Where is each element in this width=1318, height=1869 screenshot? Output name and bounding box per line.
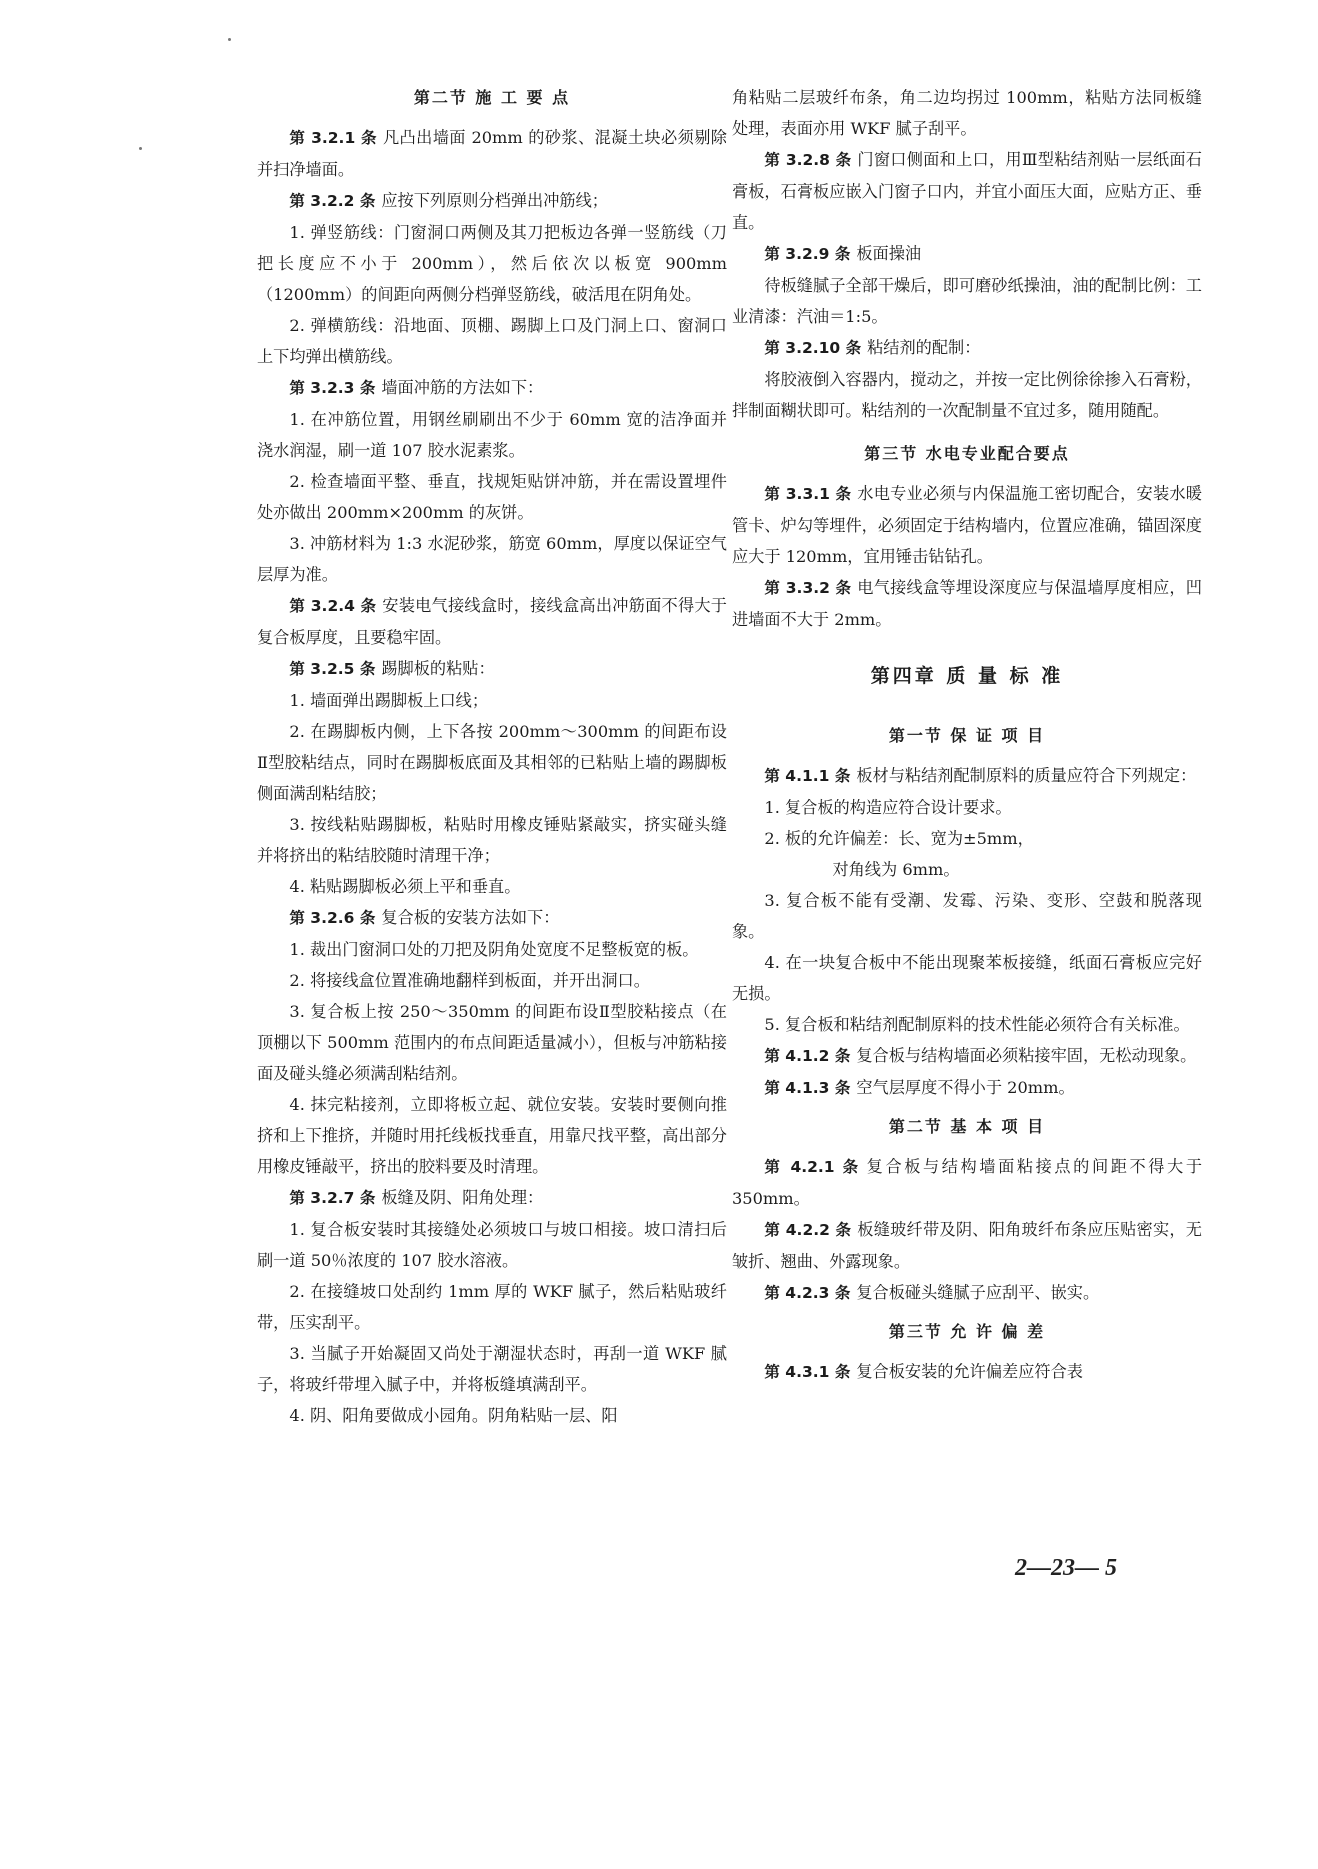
list-item: 5. 复合板和粘结剂配制原料的技术性能必须符合有关标准。 xyxy=(764,1015,1190,1034)
article-text: 复合板碰头缝腻子应刮平、嵌实。 xyxy=(856,1283,1100,1302)
list-item: 3. 复合板上按 250～350mm 的间距布设Ⅱ型胶粘接点（在顶棚以下 500mm 范围内的布点间距适量减小），但板与冲筋粘接面及碰头缝必须满刮粘结剂。 xyxy=(257,1002,727,1083)
article-number: 第 4.1.3 条 xyxy=(764,1079,851,1097)
article-4-1-3 xyxy=(732,1072,1202,1104)
article-3-2-8 xyxy=(732,144,1202,238)
list-item-continued: 角粘贴二层玻纤布条，角二边均拐过 100mm，粘贴方法同板缝处理，表面亦用 WKF 腻子刮平。 xyxy=(732,88,1202,138)
article-4-1-2 xyxy=(732,1040,1202,1072)
article-number: 第 4.1.2 条 xyxy=(764,1047,851,1065)
article-text: 水电专业必须与内保温施工密切配合，安装水暖管卡、炉勾等埋件，必须固定于结构墙内，位置应准确，锚固深度应大于 120mm，宜用锤击钻钻孔。 xyxy=(732,484,1202,566)
article-number: 第 4.2.3 条 xyxy=(764,1284,851,1302)
page-number: 2—23— 5 xyxy=(1015,1555,1117,1581)
article-text: 复合板与结构墙面必须粘接牢固，无松动现象。 xyxy=(856,1046,1197,1065)
list-item: 2. 在踢脚板内侧，上下各按 200mm～300mm 的间距布设Ⅱ型胶粘结点，同时在踢脚板底面及其相邻的已粘贴上墙的踢脚板侧面满刮粘结胶； xyxy=(257,722,727,803)
article-4-3-1 xyxy=(732,1356,1202,1388)
section-title: 第二节 施 工 要 点 xyxy=(413,88,571,107)
list-item: 3. 冲筋材料为 1:3 水泥砂浆，筋宽 60mm，厚度以保证空气层厚为准。 xyxy=(257,534,727,584)
article-3-2-4 xyxy=(257,590,727,653)
list-item: 1. 弹竖筋线：门窗洞口两侧及其刀把板边各弹一竖筋线（刀把长度应不小于 200mm），然后依次以板宽 900mm（1200mm）的间距向两侧分档弹竖筋线，破活甩在阴角处。 xyxy=(257,223,727,304)
article-4-2-1 xyxy=(732,1151,1202,1214)
chapter-title: 第四章 质 量 标 准 xyxy=(870,665,1064,687)
article-text: 板缝玻纤带及阴、阳角玻纤布条应压贴密实，无皱折、翘曲、外露现象。 xyxy=(732,1220,1202,1271)
left-column xyxy=(257,82,727,1431)
article-number: 第 3.2.3 条 xyxy=(289,379,376,397)
list-item: 2. 板的允许偏差：长、宽为±5mm， xyxy=(764,829,1034,848)
article-number: 第 3.2.8 条 xyxy=(764,151,852,169)
article-4-2-2 xyxy=(732,1214,1202,1277)
article-text: 板材与粘结剂配制原料的质量应符合下列规定： xyxy=(856,766,1197,785)
list-item: 3. 当腻子开始凝固又尚处于潮湿状态时，再刮一道 WKF 腻子，将玻纤带埋入腻子中，并将板缝填满刮平。 xyxy=(257,1344,727,1394)
list-item: 2. 弹横筋线：沿地面、顶棚、踢脚上口及门洞上口、窗洞口上下均弹出横筋线。 xyxy=(257,316,727,366)
scan-speck xyxy=(228,38,231,41)
right-column xyxy=(732,82,1202,1388)
article-4-1-1 xyxy=(732,760,1202,792)
article-4-2-3 xyxy=(732,1277,1202,1309)
paragraph: 待板缝腻子全部干燥后，即可磨砂纸操油，油的配制比例：工业清漆：汽油＝1:5。 xyxy=(732,276,1202,326)
list-item: 4. 在一块复合板中不能出现聚苯板接缝，纸面石膏板应完好无损。 xyxy=(732,953,1202,1003)
article-3-2-9 xyxy=(732,238,1202,270)
article-text: 粘结剂的配制： xyxy=(867,338,981,357)
article-number: 第 3.3.2 条 xyxy=(764,579,852,597)
scan-speck xyxy=(139,147,142,150)
article-text: 应按下列原则分档弹出冲筋线； xyxy=(381,191,608,210)
list-item: 1. 复合板的构造应符合设计要求。 xyxy=(764,798,1012,817)
article-text: 复合板安装的允许偏差应符合表 xyxy=(856,1362,1083,1381)
article-number: 第 3.2.1 条 xyxy=(289,129,377,147)
article-text: 门窗口侧面和上口，用Ⅲ型粘结剂贴一层纸面石膏板，石膏板应嵌入门窗子口内，并宜小面压大面，应贴方正、垂直。 xyxy=(732,150,1202,232)
list-item-continued: 对角线为 6mm。 xyxy=(832,860,960,879)
paragraph: 将胶液倒入容器内，搅动之，并按一定比例徐徐掺入石膏粉，拌制面糊状即可。粘结剂的一次配制量不宜过多，随用随配。 xyxy=(732,370,1202,420)
article-3-2-7 xyxy=(257,1182,727,1214)
section-title: 第二节 基 本 项 目 xyxy=(888,1117,1046,1136)
article-3-2-6 xyxy=(257,902,727,934)
article-text: 复合板与结构墙面粘接点的间距不得大于 350mm。 xyxy=(732,1157,1203,1208)
article-3-2-1 xyxy=(257,122,727,185)
article-text: 板面操油 xyxy=(856,244,922,263)
article-number: 第 3.2.10 条 xyxy=(764,339,862,357)
article-3-3-2 xyxy=(732,572,1202,635)
list-item: 2. 在接缝坡口处刮约 1mm 厚的 WKF 腻子，然后粘贴玻纤带，压实刮平。 xyxy=(257,1282,727,1332)
article-number: 第 3.2.2 条 xyxy=(289,192,376,210)
article-number: 第 3.3.1 条 xyxy=(764,485,852,503)
list-item: 4. 粘贴踢脚板必须上平和垂直。 xyxy=(289,877,521,896)
article-number: 第 3.2.7 条 xyxy=(289,1189,376,1207)
article-number: 第 4.2.1 条 xyxy=(764,1158,861,1176)
article-text: 空气层厚度不得小于 20mm。 xyxy=(856,1078,1075,1097)
list-item: 2. 检查墙面平整、垂直，找规矩贴饼冲筋，并在需设置埋件处亦做出 200mm×200mm 的灰饼。 xyxy=(257,472,727,522)
list-item: 1. 裁出门窗洞口处的刀把及阴角处宽度不足整板宽的板。 xyxy=(289,940,699,959)
article-text: 踢脚板的粘贴： xyxy=(381,659,495,678)
article-number: 第 3.2.9 条 xyxy=(764,245,851,263)
article-text: 墙面冲筋的方法如下： xyxy=(381,378,544,397)
article-3-2-5 xyxy=(257,653,727,685)
article-number: 第 3.2.5 条 xyxy=(289,660,376,678)
article-text: 凡凸出墙面 20mm 的砂浆、混凝土块必须剔除并扫净墙面。 xyxy=(257,128,727,179)
article-3-2-2 xyxy=(257,185,727,217)
article-3-3-1 xyxy=(732,478,1202,572)
list-item: 1. 墙面弹出踢脚板上口线； xyxy=(289,691,489,710)
list-item: 3. 按线粘贴踢脚板，粘贴时用橡皮锤贴紧敲实，挤实碰头缝并将挤出的粘结胶随时清理干净； xyxy=(257,815,727,865)
list-item: 4. 阴、阳角要做成小园角。阴角粘贴一层、阳 xyxy=(289,1406,618,1425)
list-item: 2. 将接线盒位置准确地翻样到板面，并开出洞口。 xyxy=(289,971,650,990)
list-item: 4. 抹完粘接剂，立即将板立起、就位安装。安装时要侧向推挤和上下推挤，并随时用托线板找垂直，用靠尺找平整，高出部分用橡皮锤敲平，挤出的胶料要及时清理。 xyxy=(257,1095,727,1176)
article-number: 第 3.2.6 条 xyxy=(289,909,376,927)
article-text: 安装电气接线盒时，接线盒高出冲筋面不得大于复合板厚度，且要稳牢固。 xyxy=(257,596,727,647)
article-text: 复合板的安装方法如下： xyxy=(381,908,560,927)
section-title: 第三节 水电专业配合要点 xyxy=(864,444,1070,463)
article-text: 电气接线盒等埋设深度应与保温墙厚度相应，凹进墙面不大于 2mm。 xyxy=(732,578,1202,629)
article-number: 第 3.2.4 条 xyxy=(289,597,377,615)
list-item: 3. 复合板不能有受潮、发霉、污染、变形、空鼓和脱落现象。 xyxy=(732,891,1202,941)
article-number: 第 4.2.2 条 xyxy=(764,1221,852,1239)
article-number: 第 4.1.1 条 xyxy=(764,767,851,785)
article-text: 板缝及阴、阳角处理： xyxy=(381,1188,544,1207)
article-3-2-3 xyxy=(257,372,727,404)
article-3-2-10 xyxy=(732,332,1202,364)
article-number: 第 4.3.1 条 xyxy=(764,1363,851,1381)
list-item: 1. 复合板安装时其接缝处必须坡口与坡口相接。坡口清扫后刷一道 50％浓度的 107 胶水溶液。 xyxy=(257,1220,727,1270)
list-item: 1. 在冲筋位置，用钢丝刷刷出不少于 60mm 宽的洁净面并浇水润湿，刷一道 107 胶水泥素浆。 xyxy=(257,410,727,460)
section-title: 第三节 允 许 偏 差 xyxy=(888,1322,1046,1341)
section-title: 第一节 保 证 项 目 xyxy=(888,726,1046,745)
